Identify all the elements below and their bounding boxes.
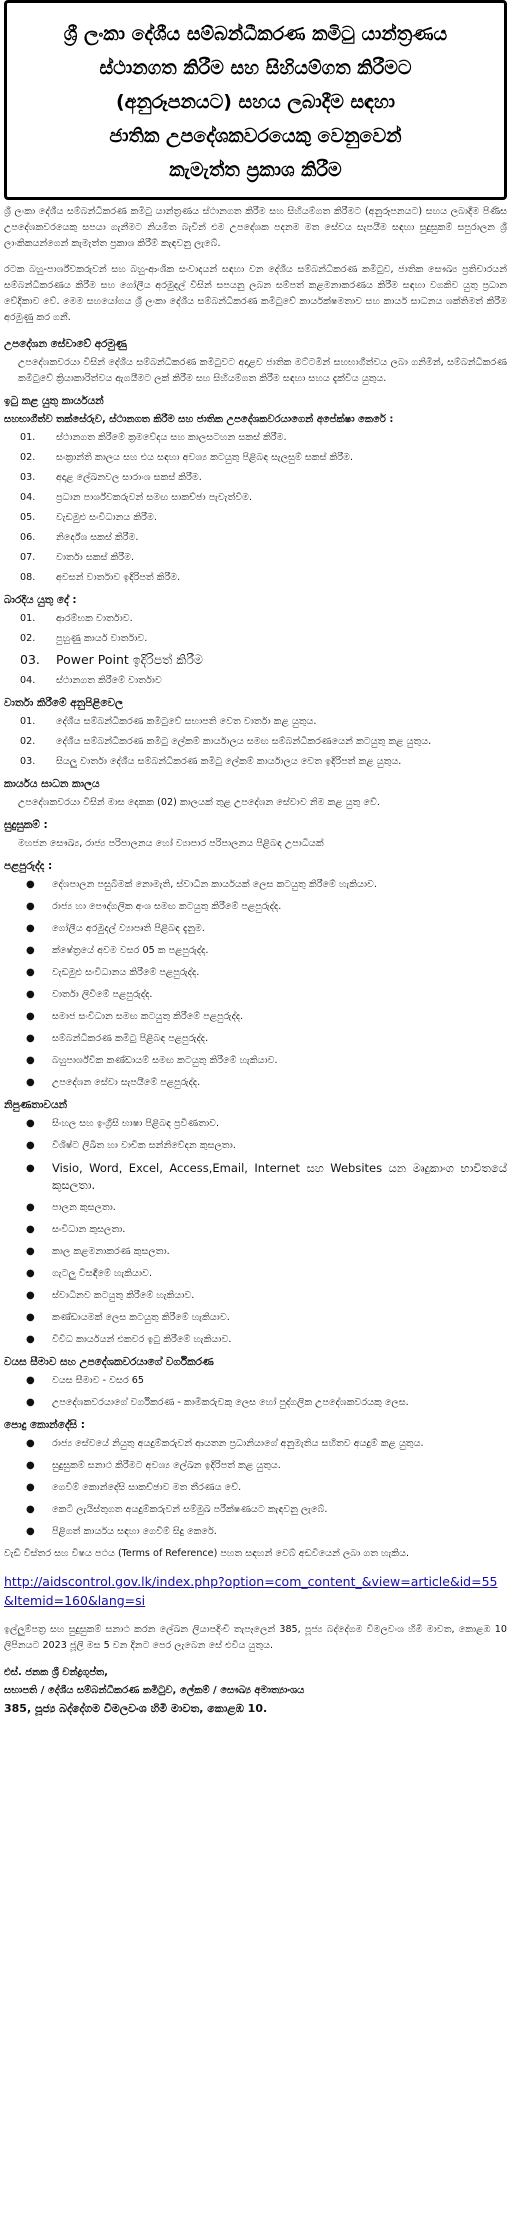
list-item: ● වාර්තා ලිවීමේ පළපුරුද්ද. (4, 987, 507, 1003)
tasks-heading: ඉටු කළ යුතු කාර්යයන් (4, 395, 104, 407)
skills-heading: නිපුණතාවයන් (4, 1099, 68, 1111)
scope-subheading: සහභාගීත්ව තක්සේරුව, ස්ථානගත කිරීම සහ ජාතික උපදේශකවරයාගෙන් අපේක්ෂා කෙරේ : (4, 414, 394, 425)
list-item: ● Visio, Word, Excel, Access,Email, Internet සහ Websites යන මෘදුකාංග භාවිතයේ කුසලතා. (4, 1160, 507, 1194)
list-item: ● වයස සීමාව - වසර 65 (4, 1373, 507, 1389)
title-line-2: ස්ථානගත කිරීම සහ සිහියම්ගත කිරීමට (99, 57, 412, 79)
list-item: 03. Power Point ඉදිරිපත් කිරීම (20, 652, 203, 667)
title-line-5: කැමැත්ත ප්‍රකාශ කිරීම (169, 159, 342, 181)
list-item: 04. ප්‍රධාන පාර්ශ්වකරුවන් සමඟ සාකච්ඡා පැවැත්වීම. (20, 492, 253, 503)
title-line-3: (අනුරූපනයට) සහය ලබාදීම සඳහා (115, 91, 396, 113)
skills-list (4, 1116, 507, 1348)
list-item: ● සම්බන්ධීකරණ කමිටු පිළිබඳ පළපුරුද්ද. (4, 1031, 507, 1047)
list-item: ● රාජ්‍ය සේවයේ නියුතු අයදුම්කරුවන් ආයතන ප්‍රධානියාගේ අනුමැතිය සහිතව අයදුම් කළ යුතුය. (4, 1436, 507, 1452)
deliverables-list (4, 611, 507, 689)
list-item: ● පිළිගත් කාර්යය සඳහා ගෙවීම් සිදු කෙරේ. (4, 1524, 507, 1540)
reporting-heading: වාර්තා කිරීමේ අනුපිළිවෙල (4, 697, 124, 709)
signatory-role: සභාපති / දේශීය සම්බන්ධීකරණ කමිටුව, ලේකම් / සෞඛ්‍ය අමාත්‍යාංශය (4, 1685, 305, 1696)
list-item: ● කාල කළමනාකරණ කුසලතා. (4, 1244, 507, 1260)
list-item: 02. දේශීය සම්බන්ධීකරණ කමිටු ලේකම් කාර්යාලය සමඟ සම්බන්ධීකරණයෙන් කටයුතු කළ යුතුය. (20, 736, 432, 747)
list-item: 01. ස්ථානගත කිරීමේ ක්‍රමවේදය සහ කාලසටහන සකස් කිරීම. (20, 432, 287, 443)
list-item: ● පාලන කුසලතා. (4, 1200, 507, 1216)
title-line-4: ජාතික උපදේශකවරයෙකු වෙනුවෙන් (109, 125, 402, 147)
list-item: ● විවිධ කාර්යයන් එකවර ඉටු කිරීමේ හැකියාව. (4, 1332, 507, 1348)
list-item: 08. අවසන් වාර්තාව ඉදිරිපත් කිරීම. (20, 572, 181, 583)
qualification-heading: සුදුසුකම් : (4, 819, 48, 831)
list-item: 03. අදාළ ලේඛනවල සාරාංශ සකස් කිරීම. (20, 472, 202, 483)
details-link[interactable]: http://aidscontrol.gov.lk/index.php?option=com_content_&view=article&id=55&Itemid=160&lang=si (4, 1574, 498, 1608)
list-item: ● වැඩමුළු සංවිධානය කිරීමේ පළපුරුද්ද. (4, 965, 507, 981)
reporting-list (4, 714, 507, 770)
link-note: වැඩි විස්තර සහ විෂය පථය (Terms of Reference) පහත සඳහන් වෙබ් අඩවියෙන් ලබා ගත හැකිය. (4, 1548, 410, 1559)
objective-heading: උපදේශන සේවාවේ අරමුණු (4, 338, 127, 350)
task-list (4, 430, 507, 586)
list-item: ● සුදුසුකම් සනාථ කිරීමට අවශ්‍ය ලේඛන ඉදිරිපත් කළ යුතුය. (4, 1458, 507, 1474)
list-item: ● ගෝලීය අරමුදල් ව්‍යාපෘති පිළිබඳ දැනුම. (4, 921, 507, 937)
list-item: ● උපදේශකවරයාගේ වර්ගීකරණ - කාමිකරුවකු ලෙස හෝ පුද්ගලික උපදේශකවරයකු ලෙස. (4, 1395, 507, 1411)
general-heading: පොදු කොන්දේසි : (4, 1419, 85, 1431)
general-list (4, 1436, 507, 1540)
duration-text: උපදේශකවරයා විසින් මාස දෙකක (02) කාලයක් තුළ උපදේශන සේවාව නිම කළ යුතු වේ. (18, 797, 380, 808)
list-item: ● කණ්ඩායමක් ලෙස කටයුතු කිරීමේ හැකියාව. (4, 1310, 507, 1326)
list-item: 05. වැඩමුළු සංවිධානය කිරීම. (20, 512, 157, 523)
deliverables-heading: බාරදිය යුතු දේ : (4, 594, 77, 606)
qualification-text: මහජන සෞඛ්‍ය, රාජ්‍ය පරිපාලනය හෝ ව්‍යාපාර පරිපාලනය පිළිබඳ උපාධියක් (18, 838, 324, 849)
list-item: ● ක්ෂේත්‍රයේ අවම වසර 05 ක පළපුරුද්ද. (4, 943, 507, 959)
list-item: 02. පුහුණු කාර්ය වාර්තාව. (20, 633, 148, 644)
age-heading: වයස සීමාව සහ උපදේශකවරයාගේ වර්ගීකරණ (4, 1356, 214, 1368)
list-item: 07. වාර්තා සකස් කිරීම. (20, 552, 135, 563)
list-item: 03. සියලු වාර්තා දේශීය සම්බන්ධීකරණ කමිටු ලේකම් කාර්යාලය වෙත ඉදිරිපත් කළ යුතුය. (20, 756, 402, 767)
list-item: ● සංවිධාන කුසලතා. (4, 1222, 507, 1238)
title-box (4, 0, 507, 200)
list-item: ● දේශපාලන පසුබිමක් නොමැති, ස්වාධීන කාර්යයක් ලෙස කටයුතු කිරීමේ හැකියාව. (4, 877, 507, 893)
objective-text: උපදේශකවරයා විසින් දේශීය සම්බන්ධීකරණ කමිටුවට අදාළව ජාතික මට්ටමින් සහභාගීත්වය ලබා ගනිමින්, සම්බන්ධීකරණ කමිටුවේ ක්‍රියාකාරිත්වය ඇගයීමට ලක් කිරීම සහ සිහියම්ගත කිරීම සඳහා සහය දැක්විය යුතුය. (18, 357, 507, 384)
list-item: ● කෙටි ලැයිස්තුගත අයදුම්කරුවන් සම්මුඛ පරීක්ෂණයට කැඳවනු ලැබේ. (4, 1502, 507, 1518)
intro-paragraph: ශ්‍රී ලංකා දේශීය සම්බන්ධීකරණ කමිටු යාන්ත්‍රණය ස්ථානගත කිරීම සහ සිහියම්ගත කිරීමට (අනුරූපනයට) සහය ලබාදීම පිණිස උපදේශකවරයෙකු සපයා ගැනීමට නියමිත බැවින් එම උපදේශක පදනම මත සේවය සැපයීම සඳහා සුදුසුකම් සපුරාලන ශ්‍රී ලාංකිකයන්ගෙන් කැමැත්ත ප්‍රකාශ කිරීම් කැඳවනු ලැබේ. (4, 206, 507, 249)
list-item: ● ගැටලු විසඳීමේ හැකියාව. (4, 1266, 507, 1282)
closing-paragraph: ඉල්ලුම්පත්‍ර සහ සුදුසුකම් සනාථ කරන ලේඛන ලියාපදිංචි තැපෑලෙන් 385, පූජ්‍ය බද්දේගම විමලවංශ හිමි මාවත, කොළඹ 10 ලිපිනයට 2023 ජූලි මස 5 වන දිනට පෙර ලැබෙන සේ එවිය යුතුය. (4, 1624, 507, 1651)
experience-list (4, 877, 507, 1091)
list-item: ● සිංහල සහ ඉංග්‍රීසි භාෂා පිළිබඳ ප්‍රවීණතාව. (4, 1116, 507, 1132)
background-paragraph: රටක බහු-පාර්ශ්වකරුවන් සහ බහු-ආංශික සංවාදයන් සඳහා වන දේශීය සම්බන්ධීකරණ කමිටුව, ජාතික සෞඛ්‍ය ප්‍රතිචාරයන් සම්බන්ධීකරණය කිරීම සහ ගෝලීය අරමුදල් විසින් සපයනු ලබන සම්පත් කළමනාකරණය කිරීම සඳහා වගකිව යුතු ප්‍රධාන වේදිකාව වේ. මෙම සහයෝගය ශ්‍රී ලංකා දේශීය සම්බන්ධීකරණ කමිටුවේ කාර්යක්ෂමතාව සහ කාර්ය සාධනය ශක්තිමත් කිරීම අරමුණු කර ගනී. (4, 264, 507, 323)
list-item: ● විශිෂ්ට ලිඛිත හා වාචික සන්නිවේදන කුසලතා. (4, 1138, 507, 1154)
age-list (4, 1373, 507, 1411)
list-item: 02. සංක්‍රාන්ති කාලය සහ එය සඳහා අවශ්‍ය කටයුතු පිළිබඳ සැලසුම් සකස් කිරීම. (20, 452, 354, 463)
list-item: 06. නිර්දේශ සකස් කිරීම. (20, 532, 139, 543)
list-item: 01. දේශීය සම්බන්ධීකරණ කමිටුවේ සභාපති වෙත වාර්තා කළ යුතුය. (20, 716, 317, 727)
signatory-address: 385, පූජ්‍ය බද්දේගම විමලවංශ හිමි මාවත, කොළඹ 10. (4, 1702, 268, 1715)
list-item: ● සමාජ සංවිධාන සමඟ කටයුතු කිරීමේ පළපුරුද්ද. (4, 1009, 507, 1025)
list-item: ● රාජ්‍ය හා පෞද්ගලික අංශ සමඟ කටයුතු කිරීමේ පළපුරුද්ද. (4, 899, 507, 915)
experience-heading: පළපුරුද්ද : (4, 860, 53, 872)
title-line-1: ශ්‍රී ලංකා දේශීය සම්බන්ධීකරණ කමිටු යාන්ත්‍රණය (63, 23, 448, 45)
signatory-name: එස්. ජනක ශ්‍රී චන්ද්‍රගුප්ත, (4, 1667, 108, 1678)
list-item: 01. ආරම්භක වාර්තාව. (20, 613, 133, 624)
list-item: ● ස්වාධීනව කටයුතු කිරීමේ හැකියාව. (4, 1288, 507, 1304)
list-item: ● ගෙවීම් කොන්දේසි සාකච්ඡාව මත තීරණය වේ. (4, 1480, 507, 1496)
list-item: ● උපදේශන සේවා සැපයීමේ පළපුරුද්ද. (4, 1075, 507, 1091)
list-item: 04. ස්ථානගත කිරීමේ වාර්තාව (20, 675, 162, 686)
list-item: ● බහුපාර්ශ්වික කණ්ඩායම් සමඟ කටයුතු කිරීමේ හැකියාව. (4, 1053, 507, 1069)
duration-heading: කාර්යය සාධන කාලය (4, 778, 100, 790)
